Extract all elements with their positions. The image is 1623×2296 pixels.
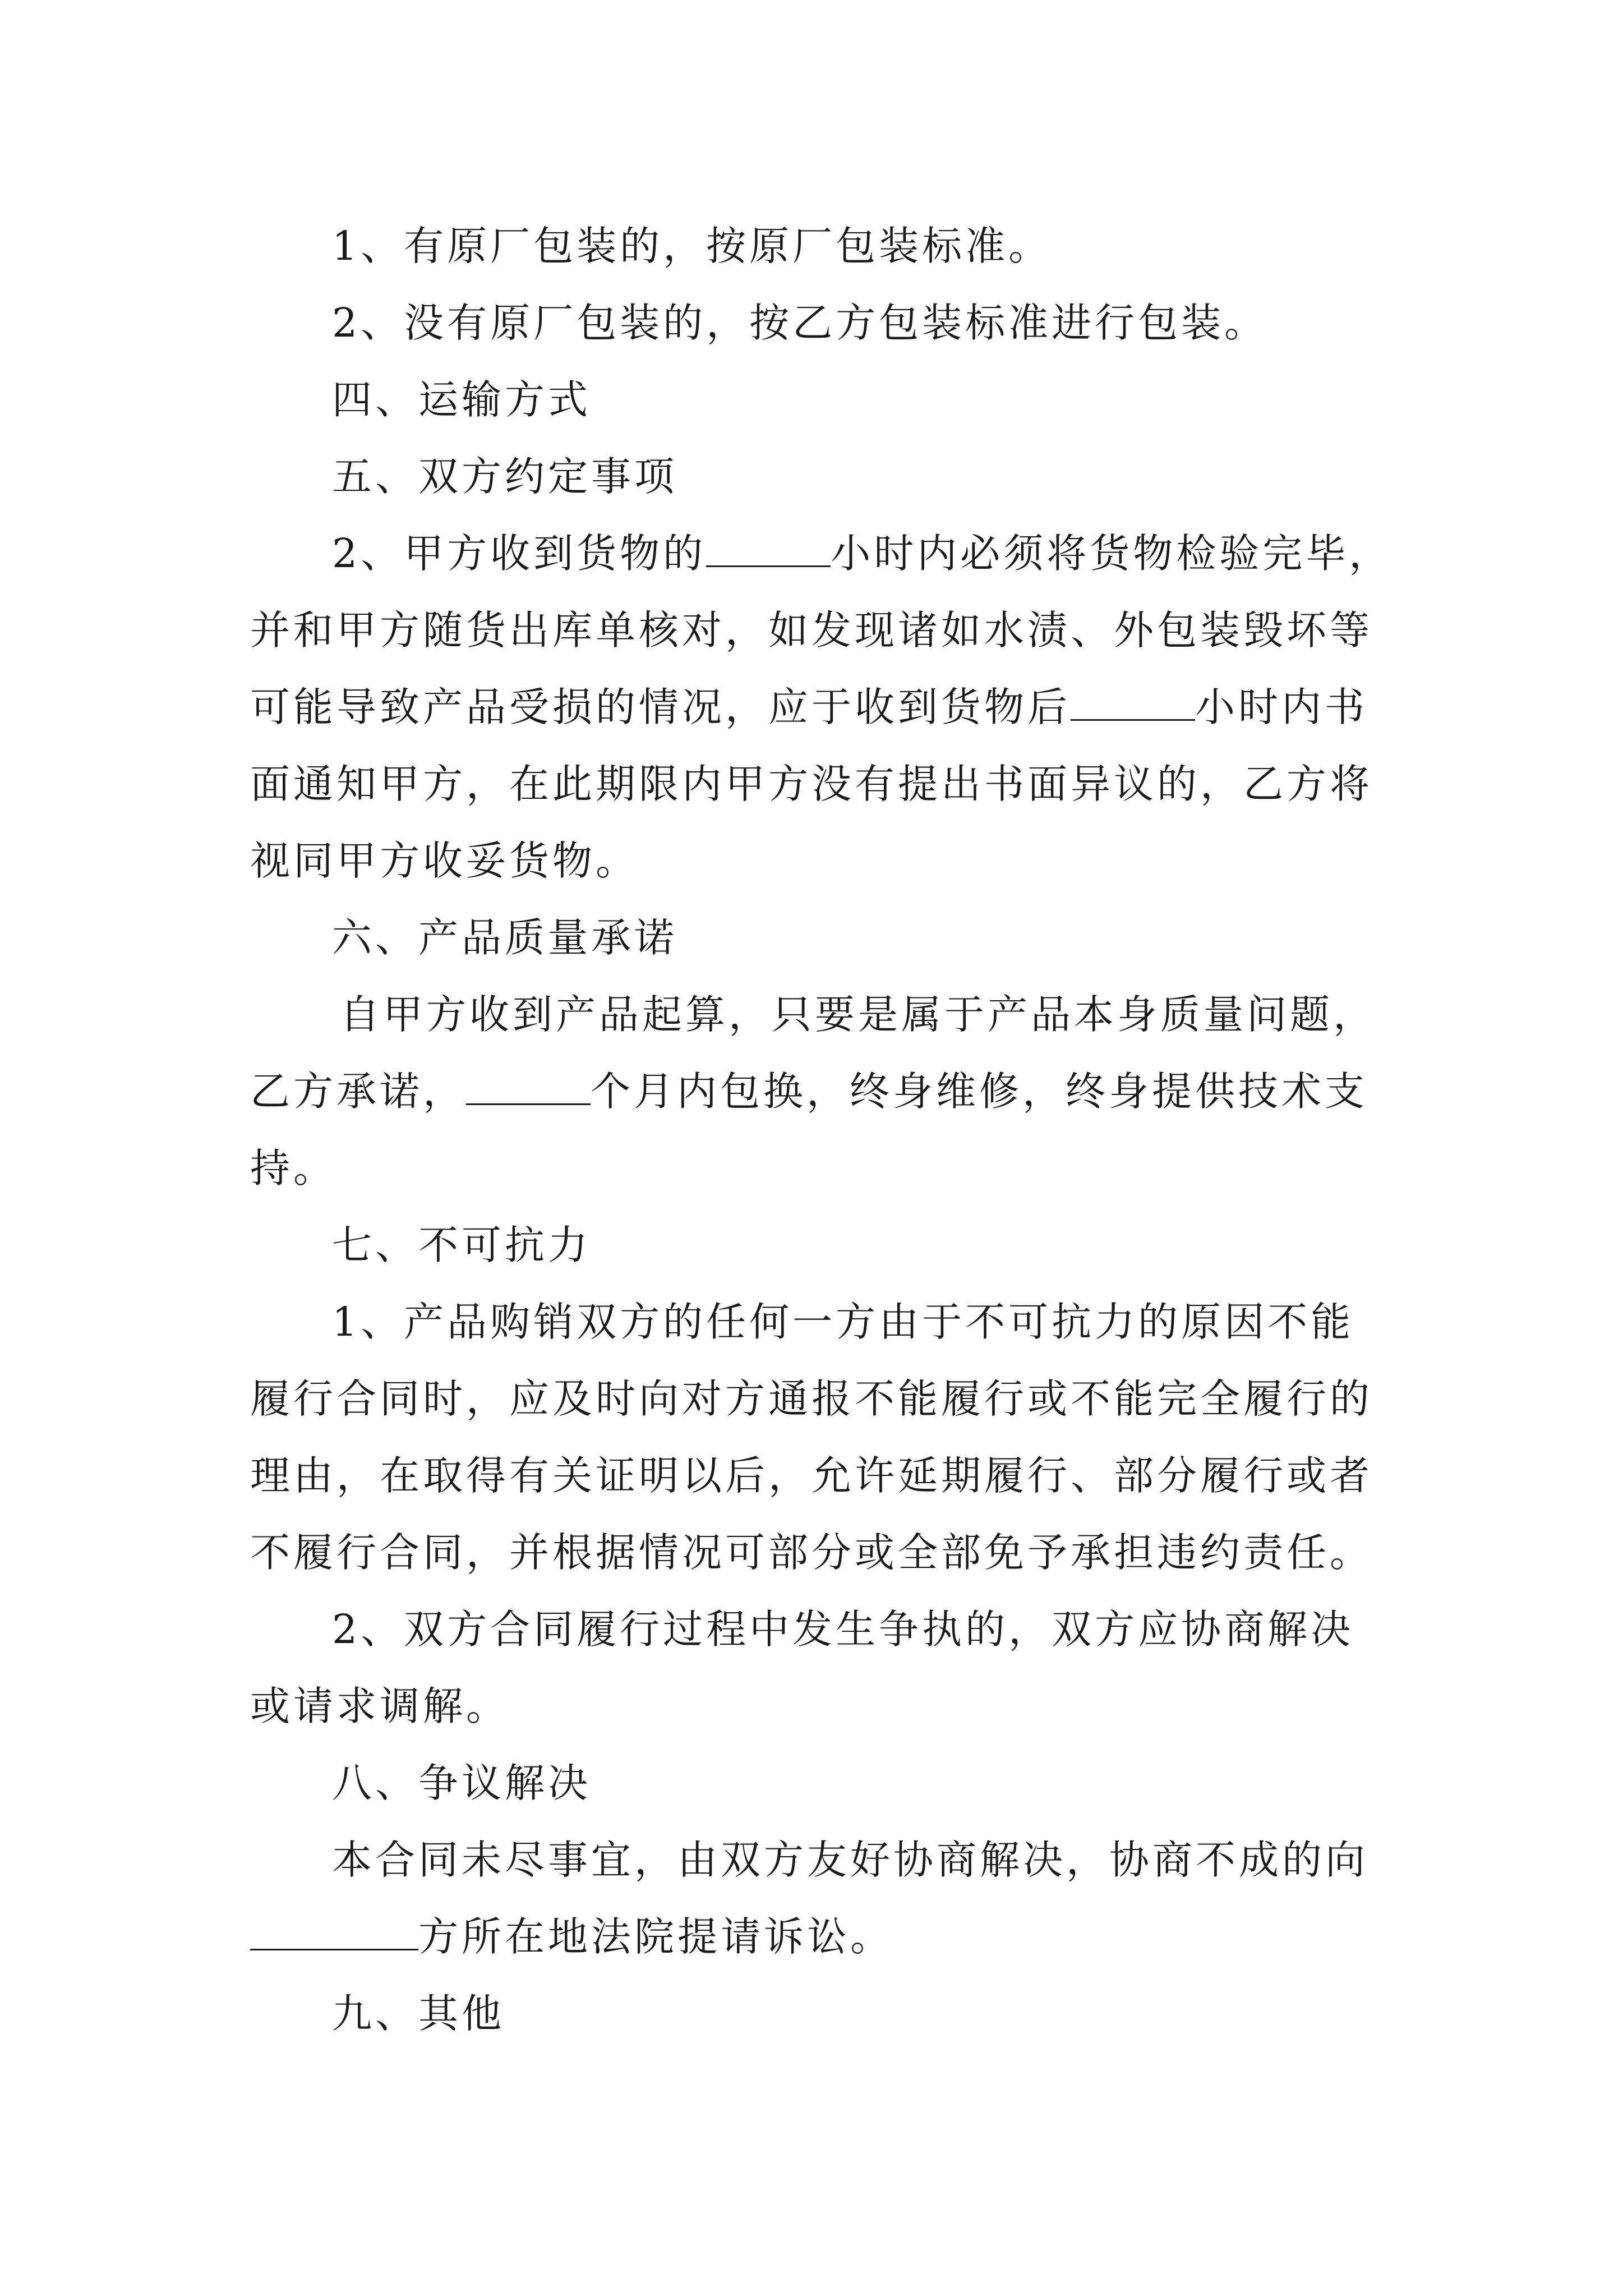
clause-inspection-text-2: 小时内必须将货物检验完毕，并和甲方随货出库单核对，如发现诸如水渍、外包装毁坏等可能导致产品受损的情况，应于收到货物后 — [250, 530, 1393, 730]
clause-inspection-text-1: 2、甲方收到货物的 — [332, 530, 707, 577]
clause-quality-text-2: 个月内包换，终身维修，终身提供技术支持。 — [250, 1068, 1368, 1191]
blank-hours-notice — [1071, 680, 1195, 721]
blank-hours-inspection — [706, 526, 831, 567]
clause-force-majeure: 1、产品购销双方的任何一方由于不可抗力的原因不能履行合同时，应及时向对方通报不能履行或不能完全履行的理由，在取得有关证明以后，允许延期履行、部分履行或者不履行合同，并根据情况可部分或全部免予承担违约责任。 — [250, 1299, 1373, 1576]
heading-quality-commitment: 六、产品质量承诺 — [332, 914, 678, 961]
blank-party-court — [250, 1910, 418, 1950]
clause-inspection-text-3: 小时内书面通知甲方，在此期限内甲方没有提出书面异议的，乙方将视同甲方收妥货物。 — [250, 684, 1373, 884]
clause-litigation — [250, 1821, 1394, 1975]
blank-months-replace — [466, 1064, 591, 1105]
heading-force-majeure: 七、不可抗力 — [332, 1222, 592, 1268]
heading-other: 九、其他 — [332, 1990, 505, 2037]
clause-packaging-seller: 2、没有原厂包装的，按乙方包装标准进行包装。 — [332, 300, 1268, 346]
heading-transport: 四、运输方式 — [332, 376, 592, 423]
heading-agreed-matters: 五、双方约定事项 — [332, 453, 678, 500]
clause-inspection — [250, 515, 1394, 899]
clause-quality-text-1: 自甲方收到产品起算，只要是属于产品本身质量问题，乙方承诺， — [250, 991, 1377, 1115]
clause-litigation-text-1: 本合同未尽事宜，由双方友好协商解决，协商不成的向 — [332, 1837, 1369, 1883]
clause-packaging-original: 1、有原厂包装的，按原厂包装标准。 — [332, 223, 1052, 269]
clause-dispute-mediation: 2、双方合同履行过程中发生争执的，双方应协商解决或请求调解。 — [250, 1606, 1354, 1729]
heading-dispute-resolution: 八、争议解决 — [332, 1760, 592, 1806]
clause-litigation-text-2: 方所在地法院提请诉讼。 — [418, 1913, 894, 1960]
clause-quality — [250, 976, 1394, 1207]
document-body — [250, 208, 1394, 2052]
